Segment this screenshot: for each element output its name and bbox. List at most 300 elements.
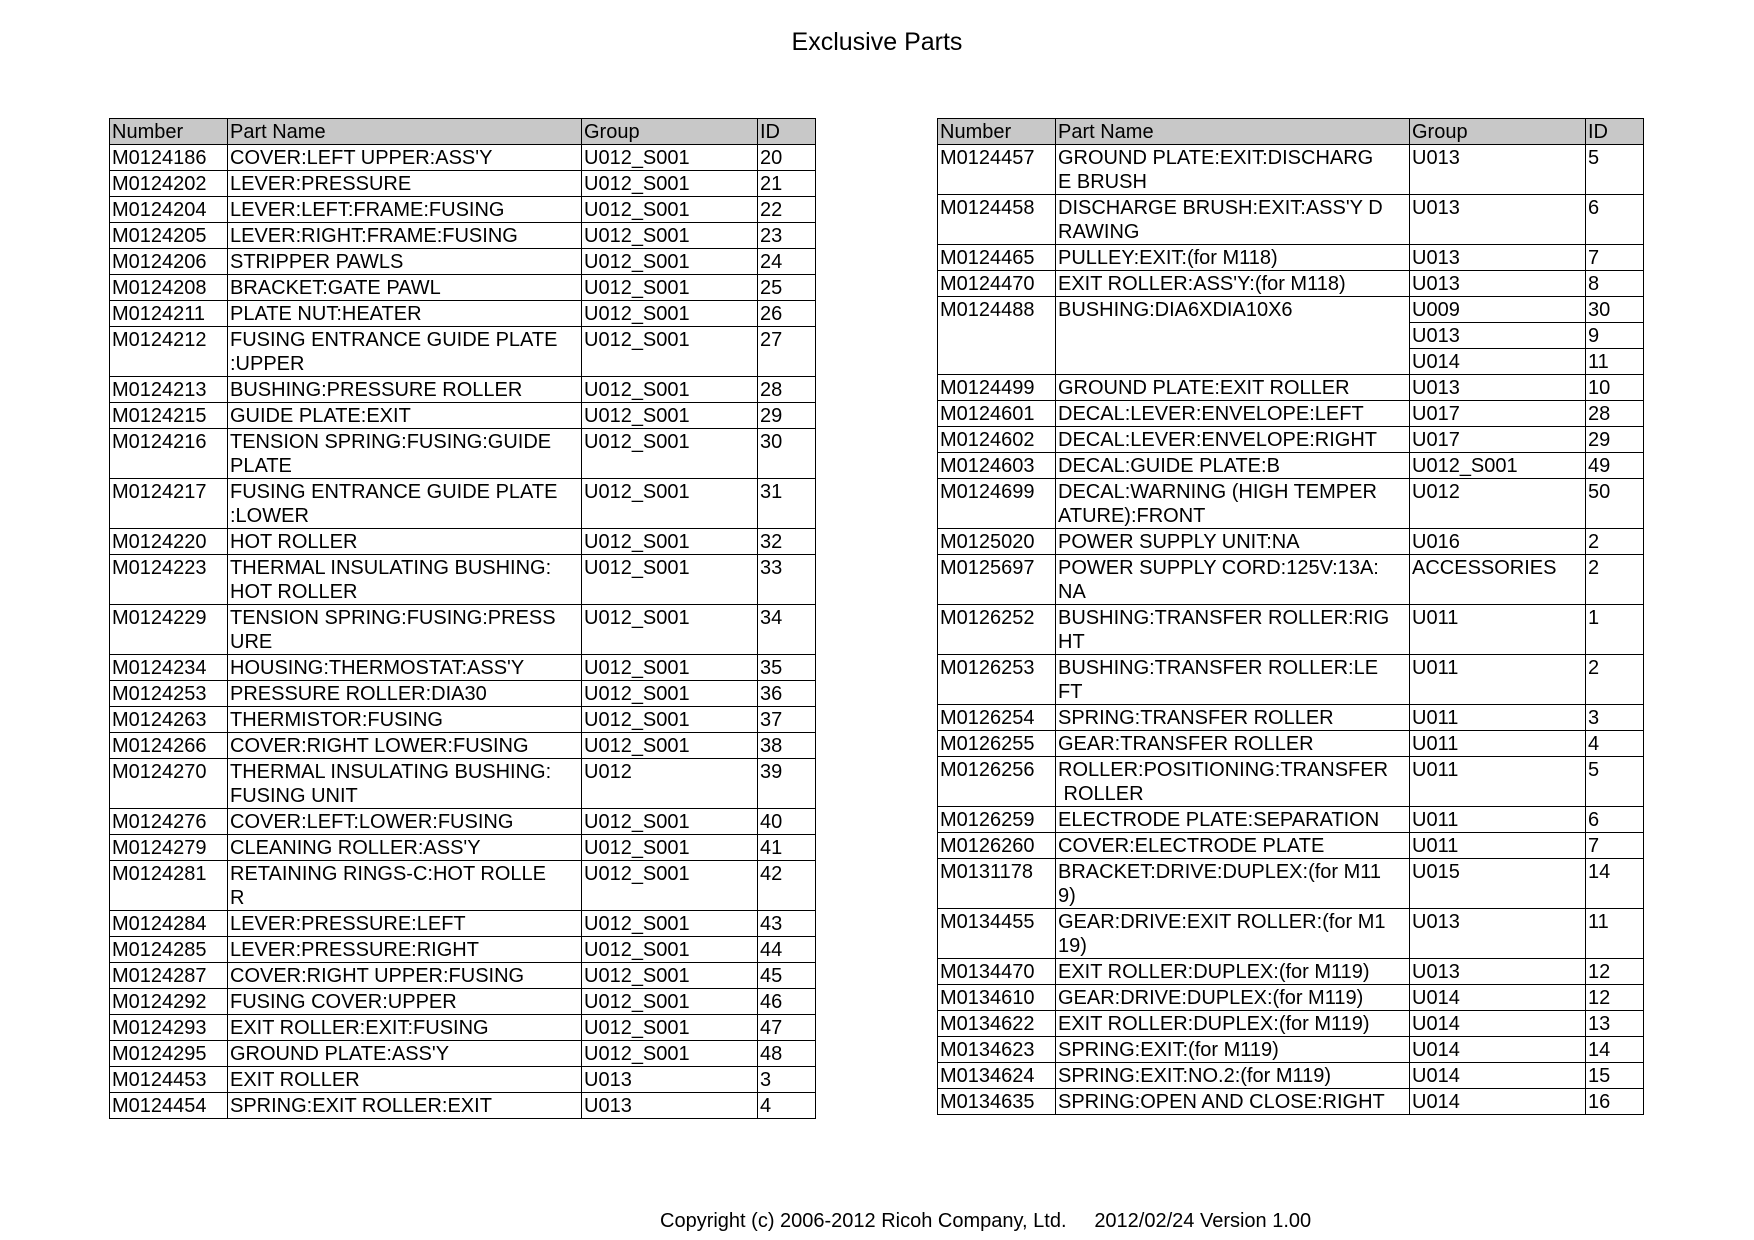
table-row — [938, 529, 1644, 555]
parts-table-left — [109, 118, 816, 1119]
table-row — [938, 757, 1644, 807]
table-row — [938, 909, 1644, 959]
id-cell: 5 — [1586, 757, 1644, 807]
id-cell: 30 — [758, 429, 816, 479]
group-cell: U011 — [1410, 605, 1586, 655]
part-number-cell: M0124208 — [110, 275, 228, 301]
id-cell: 37 — [758, 707, 816, 733]
part-name-cell: SPRING:OPEN AND CLOSE:RIGHT — [1056, 1089, 1410, 1115]
part-number-cell: M0124458 — [938, 195, 1056, 245]
part-name-cell: PLATE NUT:HEATER — [228, 301, 582, 327]
part-name-cell: GUIDE PLATE:EXIT — [228, 403, 582, 429]
part-name-cell: ELECTRODE PLATE:SEPARATION — [1056, 807, 1410, 833]
id-cell: 29 — [1586, 427, 1644, 453]
table-row — [110, 1093, 816, 1119]
part-name-cell: RETAINING RINGS-C:HOT ROLLE R — [228, 861, 582, 911]
id-cell: 6 — [1586, 195, 1644, 245]
table-row — [938, 833, 1644, 859]
group-cell: U012_S001 — [582, 403, 758, 429]
id-cell: 9 — [1586, 323, 1644, 349]
id-cell: 50 — [1586, 479, 1644, 529]
group-cell: U014 — [1410, 1011, 1586, 1037]
table-row — [110, 197, 816, 223]
table-row — [110, 911, 816, 937]
id-cell: 3 — [758, 1067, 816, 1093]
part-name-cell: FUSING ENTRANCE GUIDE PLATE :LOWER — [228, 479, 582, 529]
group-cell: U012_S001 — [582, 301, 758, 327]
table-row — [938, 655, 1644, 705]
group-cell: U012_S001 — [582, 937, 758, 963]
part-name-cell: BUSHING:DIA6XDIA10X6 — [1056, 297, 1410, 375]
part-number-cell: M0124216 — [110, 429, 228, 479]
part-number-cell: M0126256 — [938, 757, 1056, 807]
id-cell: 2 — [1586, 529, 1644, 555]
part-name-cell: GROUND PLATE:ASS'Y — [228, 1041, 582, 1067]
group-cell: U012 — [1410, 479, 1586, 529]
id-cell: 16 — [1586, 1089, 1644, 1115]
part-number-cell: M0124223 — [110, 555, 228, 605]
column-header-number: Number — [110, 119, 228, 145]
part-number-cell: M0124266 — [110, 733, 228, 759]
part-name-cell: DECAL:LEVER:ENVELOPE:LEFT — [1056, 401, 1410, 427]
group-cell: U012_S001 — [582, 989, 758, 1015]
part-name-cell: TENSION SPRING:FUSING:PRESS URE — [228, 605, 582, 655]
part-number-cell: M0126254 — [938, 705, 1056, 731]
group-cell: ACCESSORIES — [1410, 555, 1586, 605]
table-row — [110, 327, 816, 377]
id-cell: 14 — [1586, 1037, 1644, 1063]
part-name-cell: CLEANING ROLLER:ASS'Y — [228, 835, 582, 861]
id-cell: 12 — [1586, 959, 1644, 985]
id-cell: 13 — [1586, 1011, 1644, 1037]
table-row — [110, 301, 816, 327]
part-name-cell: THERMAL INSULATING BUSHING: HOT ROLLER — [228, 555, 582, 605]
group-cell: U012_S001 — [582, 655, 758, 681]
part-name-cell: FUSING COVER:UPPER — [228, 989, 582, 1015]
part-number-cell: M0134622 — [938, 1011, 1056, 1037]
part-name-cell: HOT ROLLER — [228, 529, 582, 555]
part-number-cell: M0124253 — [110, 681, 228, 707]
id-cell: 31 — [758, 479, 816, 529]
part-number-cell: M0124601 — [938, 401, 1056, 427]
group-cell: U012_S001 — [582, 479, 758, 529]
table-row — [938, 959, 1644, 985]
part-number-cell: M0124295 — [110, 1041, 228, 1067]
column-header-id: ID — [1586, 119, 1644, 145]
column-header-id: ID — [758, 119, 816, 145]
table-row — [110, 835, 816, 861]
table-row — [938, 453, 1644, 479]
table-row — [110, 555, 816, 605]
part-name-cell: GEAR:DRIVE:DUPLEX:(for M119) — [1056, 985, 1410, 1011]
group-cell: U012_S001 — [582, 1015, 758, 1041]
group-cell: U012_S001 — [582, 1041, 758, 1067]
part-number-cell: M0134624 — [938, 1063, 1056, 1089]
table-row — [110, 809, 816, 835]
table-row — [110, 529, 816, 555]
group-cell: U012_S001 — [582, 963, 758, 989]
part-name-cell: DECAL:WARNING (HIGH TEMPER ATURE):FRONT — [1056, 479, 1410, 529]
group-cell: U013 — [1410, 245, 1586, 271]
part-number-cell: M0124284 — [110, 911, 228, 937]
table-row — [110, 963, 816, 989]
part-number-cell: M0124293 — [110, 1015, 228, 1041]
table-row — [938, 297, 1644, 323]
group-cell: U011 — [1410, 807, 1586, 833]
group-cell: U012_S001 — [582, 809, 758, 835]
group-cell: U013 — [1410, 195, 1586, 245]
group-cell: U012_S001 — [582, 327, 758, 377]
part-number-cell: M0124270 — [110, 759, 228, 809]
part-name-cell: SPRING:EXIT ROLLER:EXIT — [228, 1093, 582, 1119]
table-row — [938, 375, 1644, 401]
table-row — [938, 605, 1644, 655]
group-cell: U011 — [1410, 757, 1586, 807]
part-name-cell: COVER:RIGHT LOWER:FUSING — [228, 733, 582, 759]
table-row — [110, 937, 816, 963]
part-name-cell: GEAR:TRANSFER ROLLER — [1056, 731, 1410, 757]
id-cell: 32 — [758, 529, 816, 555]
id-cell: 5 — [1586, 145, 1644, 195]
table-row — [938, 1011, 1644, 1037]
group-cell: U013 — [1410, 909, 1586, 959]
part-number-cell: M0124602 — [938, 427, 1056, 453]
id-cell: 42 — [758, 861, 816, 911]
table-row — [110, 989, 816, 1015]
id-cell: 46 — [758, 989, 816, 1015]
table-row — [110, 145, 816, 171]
group-cell: U014 — [1410, 1089, 1586, 1115]
id-cell: 15 — [1586, 1063, 1644, 1089]
id-cell: 6 — [1586, 807, 1644, 833]
id-cell: 48 — [758, 1041, 816, 1067]
part-name-cell: THERMAL INSULATING BUSHING: FUSING UNIT — [228, 759, 582, 809]
group-cell: U013 — [582, 1093, 758, 1119]
part-name-cell: EXIT ROLLER:DUPLEX:(for M119) — [1056, 1011, 1410, 1037]
part-name-cell: DECAL:GUIDE PLATE:B — [1056, 453, 1410, 479]
table-row — [110, 249, 816, 275]
part-name-cell: LEVER:LEFT:FRAME:FUSING — [228, 197, 582, 223]
id-cell: 23 — [758, 223, 816, 249]
id-cell: 7 — [1586, 245, 1644, 271]
table-row — [110, 275, 816, 301]
id-cell: 47 — [758, 1015, 816, 1041]
part-name-cell: LEVER:PRESSURE:LEFT — [228, 911, 582, 937]
id-cell: 14 — [1586, 859, 1644, 909]
id-cell: 49 — [1586, 453, 1644, 479]
table-row — [938, 145, 1644, 195]
part-number-cell: M0124457 — [938, 145, 1056, 195]
table-row — [110, 377, 816, 403]
id-cell: 11 — [1586, 909, 1644, 959]
part-name-cell: POWER SUPPLY UNIT:NA — [1056, 529, 1410, 555]
table-row — [110, 655, 816, 681]
group-cell: U017 — [1410, 427, 1586, 453]
part-name-cell: DECAL:LEVER:ENVELOPE:RIGHT — [1056, 427, 1410, 453]
id-cell: 28 — [758, 377, 816, 403]
table-row — [110, 861, 816, 911]
table-row — [110, 171, 816, 197]
part-number-cell: M0126255 — [938, 731, 1056, 757]
part-number-cell: M0126252 — [938, 605, 1056, 655]
group-cell: U011 — [1410, 833, 1586, 859]
id-cell: 25 — [758, 275, 816, 301]
group-cell: U011 — [1410, 705, 1586, 731]
part-name-cell: COVER:ELECTRODE PLATE — [1056, 833, 1410, 859]
table-header-row — [110, 119, 816, 145]
table-row — [110, 759, 816, 809]
id-cell: 36 — [758, 681, 816, 707]
part-number-cell: M0124292 — [110, 989, 228, 1015]
group-cell: U012_S001 — [582, 223, 758, 249]
parts-table-body — [938, 145, 1644, 1115]
group-cell: U014 — [1410, 349, 1586, 375]
group-cell: U012_S001 — [582, 171, 758, 197]
group-cell: U012_S001 — [582, 429, 758, 479]
part-number-cell: M0124205 — [110, 223, 228, 249]
group-cell: U014 — [1410, 985, 1586, 1011]
group-cell: U015 — [1410, 859, 1586, 909]
part-name-cell: HOUSING:THERMOSTAT:ASS'Y — [228, 655, 582, 681]
table-row — [938, 245, 1644, 271]
part-number-cell: M0124603 — [938, 453, 1056, 479]
table-row — [938, 807, 1644, 833]
group-cell: U012_S001 — [582, 197, 758, 223]
part-name-cell: BUSHING:TRANSFER ROLLER:RIG HT — [1056, 605, 1410, 655]
group-cell: U012_S001 — [582, 911, 758, 937]
part-name-cell: GROUND PLATE:EXIT:DISCHARG E BRUSH — [1056, 145, 1410, 195]
column-header-part-name: Part Name — [1056, 119, 1410, 145]
part-name-cell: LEVER:PRESSURE:RIGHT — [228, 937, 582, 963]
group-cell: U012_S001 — [582, 249, 758, 275]
id-cell: 2 — [1586, 655, 1644, 705]
id-cell: 45 — [758, 963, 816, 989]
part-number-cell: M0124215 — [110, 403, 228, 429]
id-cell: 4 — [758, 1093, 816, 1119]
group-cell: U013 — [1410, 375, 1586, 401]
part-number-cell: M0124206 — [110, 249, 228, 275]
part-name-cell: COVER:LEFT UPPER:ASS'Y — [228, 145, 582, 171]
id-cell: 7 — [1586, 833, 1644, 859]
id-cell: 43 — [758, 911, 816, 937]
part-number-cell: M0124229 — [110, 605, 228, 655]
table-header-row — [938, 119, 1644, 145]
table-row — [110, 223, 816, 249]
part-name-cell: SPRING:EXIT:NO.2:(for M119) — [1056, 1063, 1410, 1089]
part-number-cell: M0124276 — [110, 809, 228, 835]
parts-table-right — [937, 118, 1644, 1115]
part-number-cell: M0124470 — [938, 271, 1056, 297]
part-number-cell: M0124499 — [938, 375, 1056, 401]
part-number-cell: M0124281 — [110, 861, 228, 911]
group-cell: U012 — [582, 759, 758, 809]
part-name-cell: GEAR:DRIVE:EXIT ROLLER:(for M1 19) — [1056, 909, 1410, 959]
id-cell: 29 — [758, 403, 816, 429]
group-cell: U013 — [1410, 145, 1586, 195]
part-name-cell: EXIT ROLLER — [228, 1067, 582, 1093]
part-name-cell: GROUND PLATE:EXIT ROLLER — [1056, 375, 1410, 401]
part-name-cell: BRACKET:DRIVE:DUPLEX:(for M11 9) — [1056, 859, 1410, 909]
table-row — [110, 605, 816, 655]
id-cell: 44 — [758, 937, 816, 963]
part-name-cell: PRESSURE ROLLER:DIA30 — [228, 681, 582, 707]
table-row — [938, 195, 1644, 245]
part-name-cell: EXIT ROLLER:ASS'Y:(for M118) — [1056, 271, 1410, 297]
id-cell: 39 — [758, 759, 816, 809]
part-number-cell: M0125020 — [938, 529, 1056, 555]
table-row — [938, 427, 1644, 453]
part-number-cell: M0124279 — [110, 835, 228, 861]
id-cell: 2 — [1586, 555, 1644, 605]
table-row — [110, 403, 816, 429]
part-number-cell: M0131178 — [938, 859, 1056, 909]
page-footer — [660, 1210, 1311, 1233]
page-title: Exclusive Parts — [791, 28, 963, 56]
part-number-cell: M0124453 — [110, 1067, 228, 1093]
part-number-cell: M0124213 — [110, 377, 228, 403]
part-name-cell: EXIT ROLLER:EXIT:FUSING — [228, 1015, 582, 1041]
part-number-cell: M0124454 — [110, 1093, 228, 1119]
group-cell: U012_S001 — [582, 835, 758, 861]
part-name-cell: DISCHARGE BRUSH:EXIT:ASS'Y D RAWING — [1056, 195, 1410, 245]
part-name-cell: POWER SUPPLY CORD:125V:13A: NA — [1056, 555, 1410, 605]
table-row — [938, 1063, 1644, 1089]
version-text: 2012/02/24 Version 1.00 — [1094, 1210, 1312, 1232]
part-number-cell: M0126260 — [938, 833, 1056, 859]
group-cell: U013 — [1410, 959, 1586, 985]
id-cell: 26 — [758, 301, 816, 327]
id-cell: 33 — [758, 555, 816, 605]
group-cell: U017 — [1410, 401, 1586, 427]
part-number-cell: M0124204 — [110, 197, 228, 223]
group-cell: U014 — [1410, 1063, 1586, 1089]
id-cell: 28 — [1586, 401, 1644, 427]
part-number-cell: M0124202 — [110, 171, 228, 197]
id-cell: 10 — [1586, 375, 1644, 401]
group-cell: U012_S001 — [582, 681, 758, 707]
part-name-cell: LEVER:PRESSURE — [228, 171, 582, 197]
part-number-cell: M0125697 — [938, 555, 1056, 605]
part-number-cell: M0134610 — [938, 985, 1056, 1011]
id-cell: 38 — [758, 733, 816, 759]
parts-table-body — [110, 145, 816, 1119]
id-cell: 34 — [758, 605, 816, 655]
part-number-cell: M0124220 — [110, 529, 228, 555]
table-row — [110, 733, 816, 759]
id-cell: 20 — [758, 145, 816, 171]
part-number-cell: M0124234 — [110, 655, 228, 681]
id-cell: 3 — [1586, 705, 1644, 731]
group-cell: U016 — [1410, 529, 1586, 555]
part-name-cell: SPRING:TRANSFER ROLLER — [1056, 705, 1410, 731]
id-cell: 22 — [758, 197, 816, 223]
part-number-cell: M0124186 — [110, 145, 228, 171]
part-number-cell: M0134455 — [938, 909, 1056, 959]
part-name-cell: COVER:LEFT:LOWER:FUSING — [228, 809, 582, 835]
id-cell: 1 — [1586, 605, 1644, 655]
group-cell: U012_S001 — [582, 145, 758, 171]
id-cell: 35 — [758, 655, 816, 681]
table-row — [110, 1041, 816, 1067]
table-row — [938, 731, 1644, 757]
part-name-cell: ROLLER:POSITIONING:TRANSFER ROLLER — [1056, 757, 1410, 807]
id-cell: 12 — [1586, 985, 1644, 1011]
group-cell: U012_S001 — [582, 605, 758, 655]
group-cell: U009 — [1410, 297, 1586, 323]
group-cell: U013 — [1410, 271, 1586, 297]
column-header-number: Number — [938, 119, 1056, 145]
column-header-part-name: Part Name — [228, 119, 582, 145]
part-name-cell: BUSHING:PRESSURE ROLLER — [228, 377, 582, 403]
table-row — [938, 859, 1644, 909]
group-cell: U012_S001 — [582, 555, 758, 605]
part-name-cell: BRACKET:GATE PAWL — [228, 275, 582, 301]
copyright-text: Copyright (c) 2006-2012 Ricoh Company, Ltd. — [660, 1210, 1067, 1232]
id-cell: 41 — [758, 835, 816, 861]
part-number-cell: M0134635 — [938, 1089, 1056, 1115]
part-number-cell: M0124699 — [938, 479, 1056, 529]
group-cell: U012_S001 — [582, 733, 758, 759]
part-name-cell: SPRING:EXIT:(for M119) — [1056, 1037, 1410, 1063]
group-cell: U014 — [1410, 1037, 1586, 1063]
group-cell: U012_S001 — [582, 377, 758, 403]
group-cell: U012_S001 — [582, 707, 758, 733]
part-number-cell: M0124465 — [938, 245, 1056, 271]
part-number-cell: M0134470 — [938, 959, 1056, 985]
table-row — [938, 271, 1644, 297]
table-row — [110, 1015, 816, 1041]
group-cell: U013 — [1410, 323, 1586, 349]
id-cell: 11 — [1586, 349, 1644, 375]
table-row — [938, 1089, 1644, 1115]
group-cell: U012_S001 — [582, 529, 758, 555]
part-name-cell: THERMISTOR:FUSING — [228, 707, 582, 733]
group-cell: U011 — [1410, 655, 1586, 705]
table-row — [110, 1067, 816, 1093]
part-number-cell: M0124285 — [110, 937, 228, 963]
id-cell: 8 — [1586, 271, 1644, 297]
part-name-cell: BUSHING:TRANSFER ROLLER:LE FT — [1056, 655, 1410, 705]
part-number-cell: M0124287 — [110, 963, 228, 989]
part-number-cell: M0126253 — [938, 655, 1056, 705]
table-row — [110, 429, 816, 479]
part-number-cell: M0124263 — [110, 707, 228, 733]
group-cell: U012_S001 — [582, 861, 758, 911]
part-name-cell: PULLEY:EXIT:(for M118) — [1056, 245, 1410, 271]
table-row — [938, 985, 1644, 1011]
table-row — [110, 479, 816, 529]
part-number-cell: M0124217 — [110, 479, 228, 529]
table-row — [938, 401, 1644, 427]
part-number-cell: M0126259 — [938, 807, 1056, 833]
id-cell: 40 — [758, 809, 816, 835]
part-number-cell: M0124212 — [110, 327, 228, 377]
group-cell: U012_S001 — [582, 275, 758, 301]
id-cell: 24 — [758, 249, 816, 275]
part-number-cell: M0134623 — [938, 1037, 1056, 1063]
part-name-cell: EXIT ROLLER:DUPLEX:(for M119) — [1056, 959, 1410, 985]
part-name-cell: COVER:RIGHT UPPER:FUSING — [228, 963, 582, 989]
part-number-cell: M0124488 — [938, 297, 1056, 375]
group-cell: U011 — [1410, 731, 1586, 757]
group-cell: U013 — [582, 1067, 758, 1093]
column-header-group: Group — [582, 119, 758, 145]
part-name-cell: STRIPPER PAWLS — [228, 249, 582, 275]
id-cell: 4 — [1586, 731, 1644, 757]
id-cell: 30 — [1586, 297, 1644, 323]
table-row — [110, 681, 816, 707]
table-row — [938, 555, 1644, 605]
